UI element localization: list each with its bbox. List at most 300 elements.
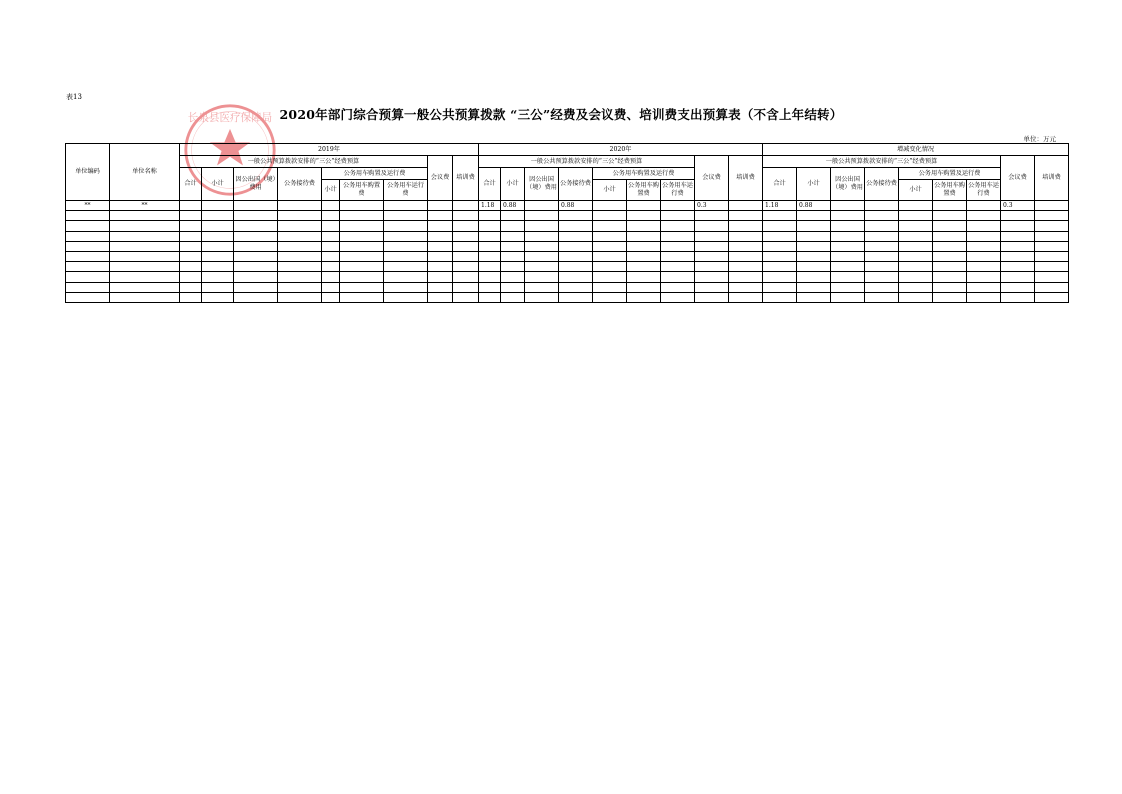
cell-y2019-6 [384, 201, 428, 211]
cell-y2019-2 [234, 251, 278, 261]
cell-unit-code [66, 251, 110, 261]
table-label: 表13 [66, 93, 82, 101]
cell-y2020-3 [559, 272, 593, 282]
cell-y2020-6 [661, 272, 695, 282]
cell-unit-code [66, 272, 110, 282]
cell-y2019-6 [384, 231, 428, 241]
cell-change-3 [865, 241, 899, 251]
cell-y2020-6 [661, 241, 695, 251]
table-row [66, 292, 1069, 302]
cell-y2020-5 [627, 211, 661, 221]
cell-y2019-7 [428, 262, 453, 272]
cell-y2020-6 [661, 251, 695, 261]
cell-change-4 [899, 262, 933, 272]
cell-y2020-8 [729, 272, 763, 282]
cell-y2020-8 [729, 231, 763, 241]
cell-y2019-6 [384, 241, 428, 251]
cell-y2020-4 [593, 282, 627, 292]
header-unit-name: 单位名称 [110, 144, 180, 201]
cell-y2019-0 [180, 251, 202, 261]
cell-change-8 [1035, 231, 1069, 241]
cell-change-5 [933, 231, 967, 241]
cell-change-1 [797, 251, 831, 261]
header-change-total: 合计 [763, 168, 797, 201]
cell-change-2 [831, 231, 865, 241]
cell-change-4 [899, 272, 933, 282]
cell-y2019-1 [202, 282, 234, 292]
cell-change-7 [1001, 272, 1035, 282]
header-2020-training: 培训费 [729, 156, 763, 201]
cell-y2020-3 [559, 221, 593, 231]
header-2019-vehicle-run: 公务用车运行费 [384, 180, 428, 201]
header-change-reception: 公务接待费 [865, 168, 899, 201]
cell-y2019-5 [340, 211, 384, 221]
header-2020-total: 合计 [479, 168, 501, 201]
header-unit-code: 单位编码 [66, 144, 110, 201]
cell-y2020-5 [627, 282, 661, 292]
budget-table [65, 143, 1069, 303]
cell-y2020-0 [479, 282, 501, 292]
cell-y2020-0 [479, 292, 501, 302]
cell-y2020-1 [501, 282, 525, 292]
cell-change-8 [1035, 201, 1069, 211]
cell-change-3 [865, 221, 899, 231]
header-change-meeting: 会议费 [1001, 156, 1035, 201]
header-2019-meeting: 会议费 [428, 156, 453, 201]
cell-y2019-1 [202, 211, 234, 221]
cell-y2019-7 [428, 251, 453, 261]
cell-y2019-4 [322, 262, 340, 272]
cell-change-4 [899, 292, 933, 302]
cell-change-4 [899, 221, 933, 231]
cell-y2020-7 [695, 292, 729, 302]
cell-change-6 [967, 221, 1001, 231]
cell-y2019-8 [453, 292, 479, 302]
cell-change-0 [763, 292, 797, 302]
cell-y2019-0 [180, 282, 202, 292]
cell-y2020-6 [661, 211, 695, 221]
cell-y2019-6 [384, 251, 428, 261]
page-title: 2020年部门综合预算一般公共预算拨款 “三公”经费及会议费、培训费支出预算表（不含上年结转） [279, 107, 843, 122]
cell-change-0 [763, 262, 797, 272]
cell-y2020-5 [627, 231, 661, 241]
cell-y2020-7 [695, 262, 729, 272]
cell-y2020-4 [593, 201, 627, 211]
header-2020-vehicle: 公务用车购置及运行费 [593, 168, 695, 180]
cell-y2020-7: 0.3 [695, 201, 729, 211]
cell-y2019-4 [322, 231, 340, 241]
cell-change-2 [831, 211, 865, 221]
cell-y2020-2 [525, 272, 559, 282]
cell-change-5 [933, 272, 967, 282]
cell-y2020-3 [559, 241, 593, 251]
cell-y2020-4 [593, 292, 627, 302]
cell-y2020-1 [501, 211, 525, 221]
cell-y2019-2 [234, 282, 278, 292]
cell-y2020-0 [479, 221, 501, 231]
cell-y2019-2 [234, 211, 278, 221]
cell-y2019-0 [180, 231, 202, 241]
header-2019-sangong: 一般公共预算拨款安排的“三公”经费预算 [180, 156, 428, 168]
cell-y2020-3 [559, 282, 593, 292]
header-change-training: 培训费 [1035, 156, 1069, 201]
header-2020-abroad: 因公出国（境）费用 [525, 168, 559, 201]
cell-y2019-4 [322, 251, 340, 261]
cell-y2020-2 [525, 241, 559, 251]
cell-y2019-0 [180, 201, 202, 211]
cell-change-5 [933, 282, 967, 292]
cell-y2020-2 [525, 292, 559, 302]
cell-y2020-6 [661, 201, 695, 211]
cell-y2019-0 [180, 241, 202, 251]
cell-change-4 [899, 201, 933, 211]
cell-y2019-5 [340, 292, 384, 302]
header-change-vehicle-purchase: 公务用车购置费 [933, 180, 967, 201]
cell-y2020-2 [525, 211, 559, 221]
cell-change-1 [797, 262, 831, 272]
cell-change-5 [933, 201, 967, 211]
cell-change-3 [865, 201, 899, 211]
cell-change-8 [1035, 251, 1069, 261]
cell-change-6 [967, 241, 1001, 251]
header-2020-meeting: 会议费 [695, 156, 729, 201]
cell-change-3 [865, 282, 899, 292]
cell-change-0 [763, 282, 797, 292]
cell-y2019-1 [202, 251, 234, 261]
header-2019-abroad: 因公出国（境）费用 [234, 168, 278, 201]
cell-y2019-5 [340, 272, 384, 282]
header-2019-vehicle: 公务用车购置及运行费 [322, 168, 428, 180]
cell-y2020-8 [729, 292, 763, 302]
cell-change-2 [831, 282, 865, 292]
cell-change-0: 1.18 [763, 201, 797, 211]
svg-text:长泉县医疗保障局: 长泉县医疗保障局 [187, 112, 273, 125]
cell-change-3 [865, 292, 899, 302]
cell-y2019-4 [322, 282, 340, 292]
cell-y2019-4 [322, 201, 340, 211]
cell-y2019-5 [340, 282, 384, 292]
cell-change-5 [933, 292, 967, 302]
cell-change-8 [1035, 282, 1069, 292]
cell-y2019-8 [453, 231, 479, 241]
cell-unit-name [110, 292, 180, 302]
cell-y2019-6 [384, 262, 428, 272]
cell-y2020-0 [479, 251, 501, 261]
cell-y2020-8 [729, 251, 763, 261]
cell-change-7: 0.3 [1001, 201, 1035, 211]
cell-change-2 [831, 262, 865, 272]
cell-y2020-3 [559, 292, 593, 302]
cell-unit-code [66, 211, 110, 221]
cell-change-6 [967, 262, 1001, 272]
cell-y2020-1 [501, 251, 525, 261]
header-change-abroad: 因公出国（境）费用 [831, 168, 865, 201]
cell-y2019-1 [202, 262, 234, 272]
cell-y2020-6 [661, 282, 695, 292]
cell-y2019-3 [278, 251, 322, 261]
header-2019-vehicle-purchase: 公务用车购置费 [340, 180, 384, 201]
cell-y2019-8 [453, 272, 479, 282]
cell-y2019-4 [322, 292, 340, 302]
cell-y2020-3 [559, 251, 593, 261]
cell-y2019-3 [278, 262, 322, 272]
cell-change-2 [831, 292, 865, 302]
cell-y2019-5 [340, 262, 384, 272]
cell-y2019-7 [428, 282, 453, 292]
cell-y2019-8 [453, 251, 479, 261]
cell-change-1 [797, 221, 831, 231]
header-2020-subtotal: 小计 [501, 168, 525, 201]
cell-y2020-3 [559, 211, 593, 221]
cell-y2020-7 [695, 241, 729, 251]
cell-y2019-4 [322, 211, 340, 221]
cell-y2020-8 [729, 211, 763, 221]
cell-unit-name [110, 272, 180, 282]
cell-y2020-7 [695, 221, 729, 231]
cell-y2020-6 [661, 262, 695, 272]
cell-change-1 [797, 211, 831, 221]
cell-y2020-7 [695, 231, 729, 241]
cell-y2020-8 [729, 201, 763, 211]
cell-unit-name [110, 211, 180, 221]
cell-y2020-7 [695, 272, 729, 282]
cell-y2020-0 [479, 231, 501, 241]
table-row [66, 211, 1069, 221]
cell-y2019-0 [180, 272, 202, 282]
cell-y2020-5 [627, 201, 661, 211]
cell-y2020-1: 0.88 [501, 201, 525, 211]
cell-change-8 [1035, 241, 1069, 251]
cell-y2019-4 [322, 241, 340, 251]
cell-y2020-7 [695, 251, 729, 261]
header-2019-vehicle-subtotal: 小计 [322, 180, 340, 201]
cell-y2019-7 [428, 241, 453, 251]
cell-y2019-8 [453, 262, 479, 272]
cell-y2019-8 [453, 201, 479, 211]
unit-label: 单位：万元 [1023, 135, 1056, 143]
cell-y2020-4 [593, 272, 627, 282]
cell-y2019-3 [278, 221, 322, 231]
cell-change-1: 0.88 [797, 201, 831, 211]
cell-unit-name [110, 282, 180, 292]
cell-y2019-5 [340, 221, 384, 231]
cell-change-5 [933, 262, 967, 272]
cell-change-1 [797, 292, 831, 302]
cell-change-6 [967, 282, 1001, 292]
table-body [66, 201, 1069, 303]
cell-y2019-3 [278, 211, 322, 221]
cell-change-7 [1001, 282, 1035, 292]
cell-y2020-1 [501, 292, 525, 302]
cell-unit-code: ** [66, 201, 110, 211]
cell-y2019-1 [202, 201, 234, 211]
cell-change-3 [865, 211, 899, 221]
cell-y2019-8 [453, 282, 479, 292]
cell-y2020-2 [525, 201, 559, 211]
cell-y2020-3 [559, 262, 593, 272]
cell-y2019-7 [428, 272, 453, 282]
cell-y2019-3 [278, 201, 322, 211]
cell-unit-name [110, 262, 180, 272]
cell-change-6 [967, 231, 1001, 241]
table-row [66, 241, 1069, 251]
cell-y2019-5 [340, 251, 384, 261]
cell-change-4 [899, 251, 933, 261]
cell-y2019-2 [234, 221, 278, 231]
cell-unit-name [110, 221, 180, 231]
table-row [66, 251, 1069, 261]
cell-change-2 [831, 251, 865, 261]
table-row [66, 201, 1069, 211]
cell-y2020-1 [501, 221, 525, 231]
cell-y2019-6 [384, 282, 428, 292]
header-2020-reception: 公务接待费 [559, 168, 593, 201]
header-change-vehicle: 公务用车购置及运行费 [899, 168, 1001, 180]
cell-y2020-5 [627, 262, 661, 272]
cell-y2019-2 [234, 262, 278, 272]
cell-change-0 [763, 221, 797, 231]
cell-y2019-2 [234, 272, 278, 282]
cell-change-2 [831, 201, 865, 211]
cell-y2019-0 [180, 221, 202, 231]
cell-y2019-5 [340, 201, 384, 211]
cell-y2020-5 [627, 251, 661, 261]
cell-y2019-1 [202, 241, 234, 251]
cell-y2019-3 [278, 272, 322, 282]
cell-y2019-3 [278, 292, 322, 302]
cell-y2019-3 [278, 231, 322, 241]
header-2019-reception: 公务接待费 [278, 168, 322, 201]
cell-y2019-7 [428, 201, 453, 211]
cell-y2020-8 [729, 221, 763, 231]
cell-change-0 [763, 272, 797, 282]
header-2020-vehicle-run: 公务用车运行费 [661, 180, 695, 201]
cell-y2020-0 [479, 211, 501, 221]
cell-y2020-2 [525, 282, 559, 292]
header-2020-sangong: 一般公共预算拨款安排的“三公”经费预算 [479, 156, 695, 168]
cell-y2020-5 [627, 241, 661, 251]
cell-y2020-4 [593, 211, 627, 221]
cell-y2020-1 [501, 231, 525, 241]
cell-y2019-7 [428, 231, 453, 241]
cell-y2019-7 [428, 211, 453, 221]
cell-y2020-0: 1.18 [479, 201, 501, 211]
cell-y2019-3 [278, 282, 322, 292]
header-2019: 2019年 [180, 144, 479, 156]
cell-unit-code [66, 292, 110, 302]
cell-unit-name [110, 231, 180, 241]
cell-unit-name [110, 241, 180, 251]
cell-y2019-7 [428, 221, 453, 231]
cell-y2019-1 [202, 221, 234, 231]
cell-change-7 [1001, 251, 1035, 261]
cell-change-2 [831, 272, 865, 282]
cell-y2019-0 [180, 262, 202, 272]
cell-y2019-2 [234, 292, 278, 302]
cell-y2019-1 [202, 272, 234, 282]
cell-change-5 [933, 241, 967, 251]
cell-change-1 [797, 241, 831, 251]
header-change-vehicle-run: 公务用车运行费 [967, 180, 1001, 201]
table-row [66, 262, 1069, 272]
cell-change-0 [763, 211, 797, 221]
header-2020-vehicle-subtotal: 小计 [593, 180, 627, 201]
cell-y2020-2 [525, 262, 559, 272]
header-change-subtotal: 小计 [797, 168, 831, 201]
cell-y2019-5 [340, 231, 384, 241]
cell-unit-code [66, 231, 110, 241]
cell-change-8 [1035, 292, 1069, 302]
cell-change-7 [1001, 211, 1035, 221]
cell-change-6 [967, 292, 1001, 302]
table-row [66, 231, 1069, 241]
cell-y2019-8 [453, 221, 479, 231]
cell-y2020-8 [729, 282, 763, 292]
cell-y2019-8 [453, 241, 479, 251]
cell-y2020-5 [627, 292, 661, 302]
table-row [66, 282, 1069, 292]
cell-change-0 [763, 231, 797, 241]
header-change: 增减变化情况 [763, 144, 1069, 156]
cell-y2019-6 [384, 221, 428, 231]
cell-y2020-0 [479, 241, 501, 251]
cell-y2020-4 [593, 251, 627, 261]
cell-y2019-2 [234, 201, 278, 211]
cell-change-1 [797, 282, 831, 292]
header-2019-total: 合计 [180, 168, 202, 201]
cell-change-7 [1001, 231, 1035, 241]
cell-y2020-8 [729, 241, 763, 251]
cell-change-5 [933, 251, 967, 261]
cell-y2020-2 [525, 251, 559, 261]
cell-y2020-1 [501, 272, 525, 282]
cell-y2020-4 [593, 231, 627, 241]
header-2020-vehicle-purchase: 公务用车购置费 [627, 180, 661, 201]
cell-change-4 [899, 241, 933, 251]
cell-y2020-4 [593, 262, 627, 272]
cell-unit-code [66, 221, 110, 231]
cell-y2019-4 [322, 221, 340, 231]
cell-change-4 [899, 211, 933, 221]
cell-change-8 [1035, 221, 1069, 231]
cell-change-6 [967, 211, 1001, 221]
cell-y2019-0 [180, 211, 202, 221]
cell-y2019-6 [384, 211, 428, 221]
cell-y2020-4 [593, 241, 627, 251]
cell-y2019-4 [322, 272, 340, 282]
header-change-sangong: 一般公共预算拨款安排的“三公”经费预算 [763, 156, 1001, 168]
cell-y2019-6 [384, 292, 428, 302]
cell-y2020-5 [627, 221, 661, 231]
cell-change-7 [1001, 262, 1035, 272]
cell-change-6 [967, 201, 1001, 211]
cell-unit-code [66, 241, 110, 251]
cell-change-6 [967, 251, 1001, 261]
cell-y2019-6 [384, 272, 428, 282]
header-change-vehicle-subtotal: 小计 [899, 180, 933, 201]
cell-y2019-0 [180, 292, 202, 302]
cell-y2020-6 [661, 292, 695, 302]
cell-change-0 [763, 251, 797, 261]
cell-change-7 [1001, 292, 1035, 302]
cell-change-3 [865, 272, 899, 282]
cell-change-3 [865, 231, 899, 241]
cell-y2020-0 [479, 262, 501, 272]
cell-unit-name: ** [110, 201, 180, 211]
cell-y2020-0 [479, 272, 501, 282]
cell-change-3 [865, 262, 899, 272]
cell-unit-code [66, 282, 110, 292]
